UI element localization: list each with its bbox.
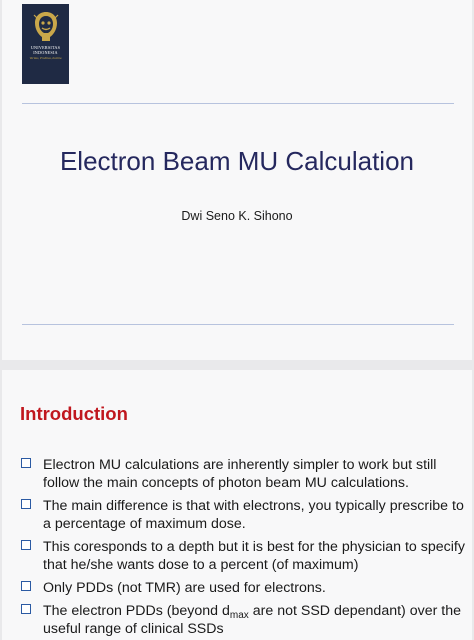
title-slide bbox=[2, 0, 472, 360]
checkbox-bullet-icon bbox=[21, 581, 31, 591]
slide-title: Electron Beam MU Calculation bbox=[59, 146, 415, 176]
introduction-slide bbox=[2, 370, 472, 640]
list-item bbox=[20, 602, 465, 638]
bullet-text: The main difference is that with electrons, you typically prescribe to a percentage of maximum dose. bbox=[43, 498, 464, 532]
subscript-text: max bbox=[229, 610, 249, 621]
list-item bbox=[20, 497, 465, 533]
section-heading: Introduction bbox=[20, 403, 128, 424]
bullet-text: This coresponds to a depth but it is best for the physician to specify that he/she wants dose to a percent (of maximum) bbox=[43, 539, 465, 573]
author-name: Dwi Seno K. Sihono bbox=[181, 209, 293, 223]
bullet-text: Electron MU calculations are inherently simpler to work but still follow the main concepts of photon beam MU calculations. bbox=[43, 457, 437, 491]
list-item bbox=[20, 579, 465, 597]
bullet-list bbox=[20, 456, 465, 640]
checkbox-bullet-icon bbox=[21, 540, 31, 550]
list-item bbox=[20, 538, 465, 574]
bullet-text-part: The electron PDDs (beyond d bbox=[43, 603, 230, 619]
checkbox-bullet-icon bbox=[21, 499, 31, 509]
makara-emblem-icon bbox=[31, 10, 61, 44]
list-item bbox=[20, 456, 465, 492]
bullet-text: Only PDDs (not TMR) are used for electrons. bbox=[43, 580, 326, 596]
logo-motto: Veritas, Probitas, Iustitia bbox=[29, 56, 62, 61]
university-logo bbox=[22, 4, 69, 84]
top-divider bbox=[22, 103, 454, 104]
logo-text-line2: INDONESIA bbox=[33, 50, 58, 56]
logo-text-line1: UNIVERSITAS bbox=[30, 45, 61, 50]
checkbox-bullet-icon bbox=[21, 458, 31, 468]
bullet-text-part: are not SSD dependant) over the useful range of clinical SSDs bbox=[43, 603, 461, 637]
checkbox-bullet-icon bbox=[21, 604, 31, 614]
bottom-divider bbox=[22, 324, 454, 325]
